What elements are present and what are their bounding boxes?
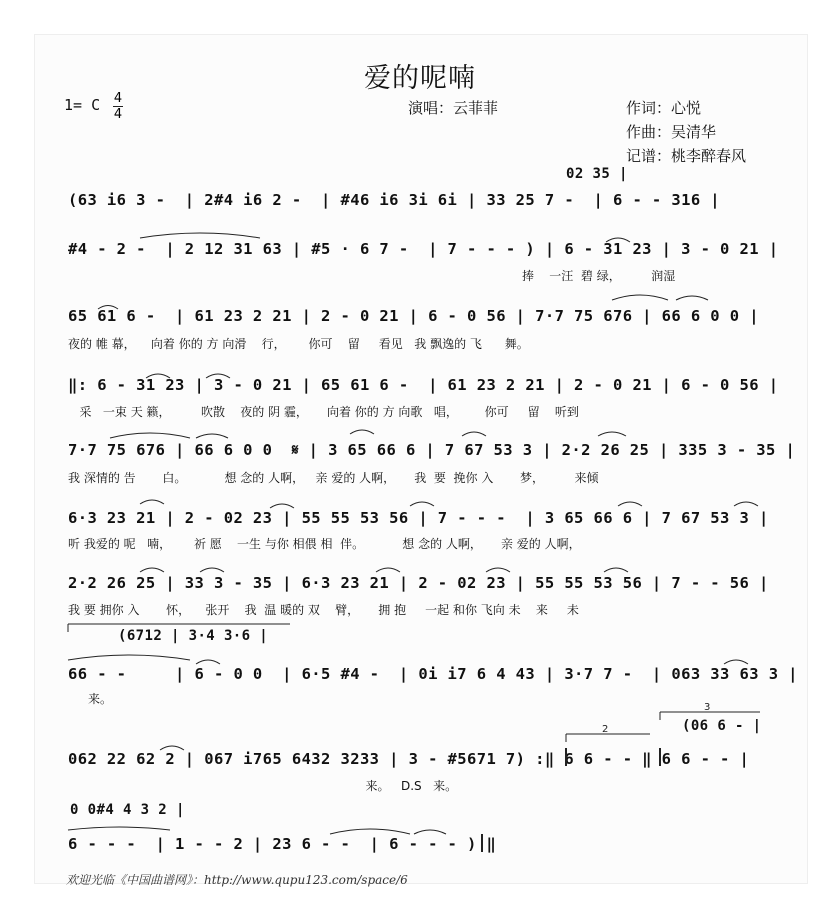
- alternate-phrase: (6712 | 3·4 3·6 |: [118, 628, 269, 644]
- staff-line-2: #4 - 2 - | 2 12 31 63 | #5 · 6 7 - | 7 - - - ) | 6 - 31 23 | 3 - 0 21 |: [68, 240, 779, 258]
- ending-phrase: (06 6 - |: [682, 718, 762, 734]
- staff-line-8: 66 - - | 6 - 0 0 | 6·5 #4 - | 0i i7 6 4 43 | 3·7 7 - | 063 33 63 3 |: [68, 665, 798, 683]
- singer-credit: 演唱：云菲菲: [408, 99, 499, 117]
- time-signature-bottom: 4: [113, 107, 123, 122]
- lyrics-line-5: 我 深情的 告 白。 想 念的 人啊， 亲 爱的 人啊， 我 要 挽你 入 梦， 来倾: [68, 471, 599, 485]
- staff-line-3: 65 61 6 - | 61 23 2 21 | 2 - 0 21 | 6 - 0 56 | 7·7 75 676 | 66 6 0 0 |: [68, 307, 759, 325]
- staff-line-4: ‖: 6 - 31 23 | 3 - 0 21 | 65 61 6 - | 61 23 2 21 | 2 - 0 21 | 6 - 0 56 |: [68, 376, 779, 394]
- lyrics-line-8: 来。: [88, 692, 113, 706]
- staff-line-7: 2·2 26 25 | 33 3 - 35 | 6·3 23 21 | 2 - 02 23 | 55 55 53 56 | 7 - - 56 |: [68, 574, 769, 592]
- composer-credit: 作曲：吴清华: [626, 123, 717, 141]
- staff-line-9: 062 22 62 2 | 067 i765 6432 3233 | 3 - #5671 7) :‖ 6 6 - - ‖ 6 6 - - |: [68, 750, 750, 768]
- svg-text:3: 3: [704, 702, 711, 713]
- lyrics-line-2: 捧 一汪 碧 绿， 润湿: [522, 269, 676, 283]
- lyrics-line-3: 夜的 帷 幕， 向着 你的 方 向滑 行， 你可 留 看见 我 飘逸的 飞 舞。: [68, 337, 529, 351]
- transcriber-credit: 记谱：桃李醉春风: [626, 147, 747, 165]
- staff-line-1: (63 i6 3 - | 2#4 i6 2 - | #46 i6 3i 6i | 33 25 7 - | 6 - - 316 |: [68, 191, 721, 209]
- staff-line-5: 7·7 75 676 | 66 6 0 0 𝄋 | 3 65 66 6 | 7 67 53 3 | 2·2 26 25 | 335 3 - 35 |: [68, 441, 796, 459]
- song-title: 爱的呢喃: [364, 63, 476, 94]
- pickup-notes: 02 35 |: [566, 166, 628, 182]
- coda-upper-voice: 0 0#4 4 3 2 |: [70, 802, 185, 818]
- lyrics-line-7: 我 要 拥你 入 怀， 张开 我 温 暖的 双 臂， 拥 抱 一起 和你 飞向 未 来 未: [68, 603, 579, 617]
- key-signature: 1= C: [64, 96, 101, 114]
- lyrics-line-4: 采 一束 天 籁， 吹散 夜的 阴 霾， 向着 你的 方 向歌 唱， 你可 留 听到: [68, 405, 579, 419]
- site-footer: 欢迎光临《中国曲谱网》：http://www.qupu123.com/space/6: [66, 873, 408, 887]
- staff-line-10: 6 - - - | 1 - - 2 | 23 6 - - | 6 - - - ) ‖: [68, 835, 497, 853]
- staff-line-6: 6·3 23 21 | 2 - 02 23 | 55 55 53 56 | 7 - - - | 3 65 66 6 | 7 67 53 3 |: [68, 509, 769, 527]
- lyrics-line-9: 来。 D.S 来。: [68, 779, 458, 793]
- lyrics-line-6: 听 我爱的 呢 喃， 祈 愿 一生 与你 相偎 相 伴。 想 念的 人啊， 亲 爱的 人啊，: [68, 537, 581, 551]
- svg-text:2: 2: [602, 724, 609, 735]
- lyricist-credit: 作词：心悦: [626, 99, 702, 117]
- time-signature-top: 4: [113, 91, 123, 106]
